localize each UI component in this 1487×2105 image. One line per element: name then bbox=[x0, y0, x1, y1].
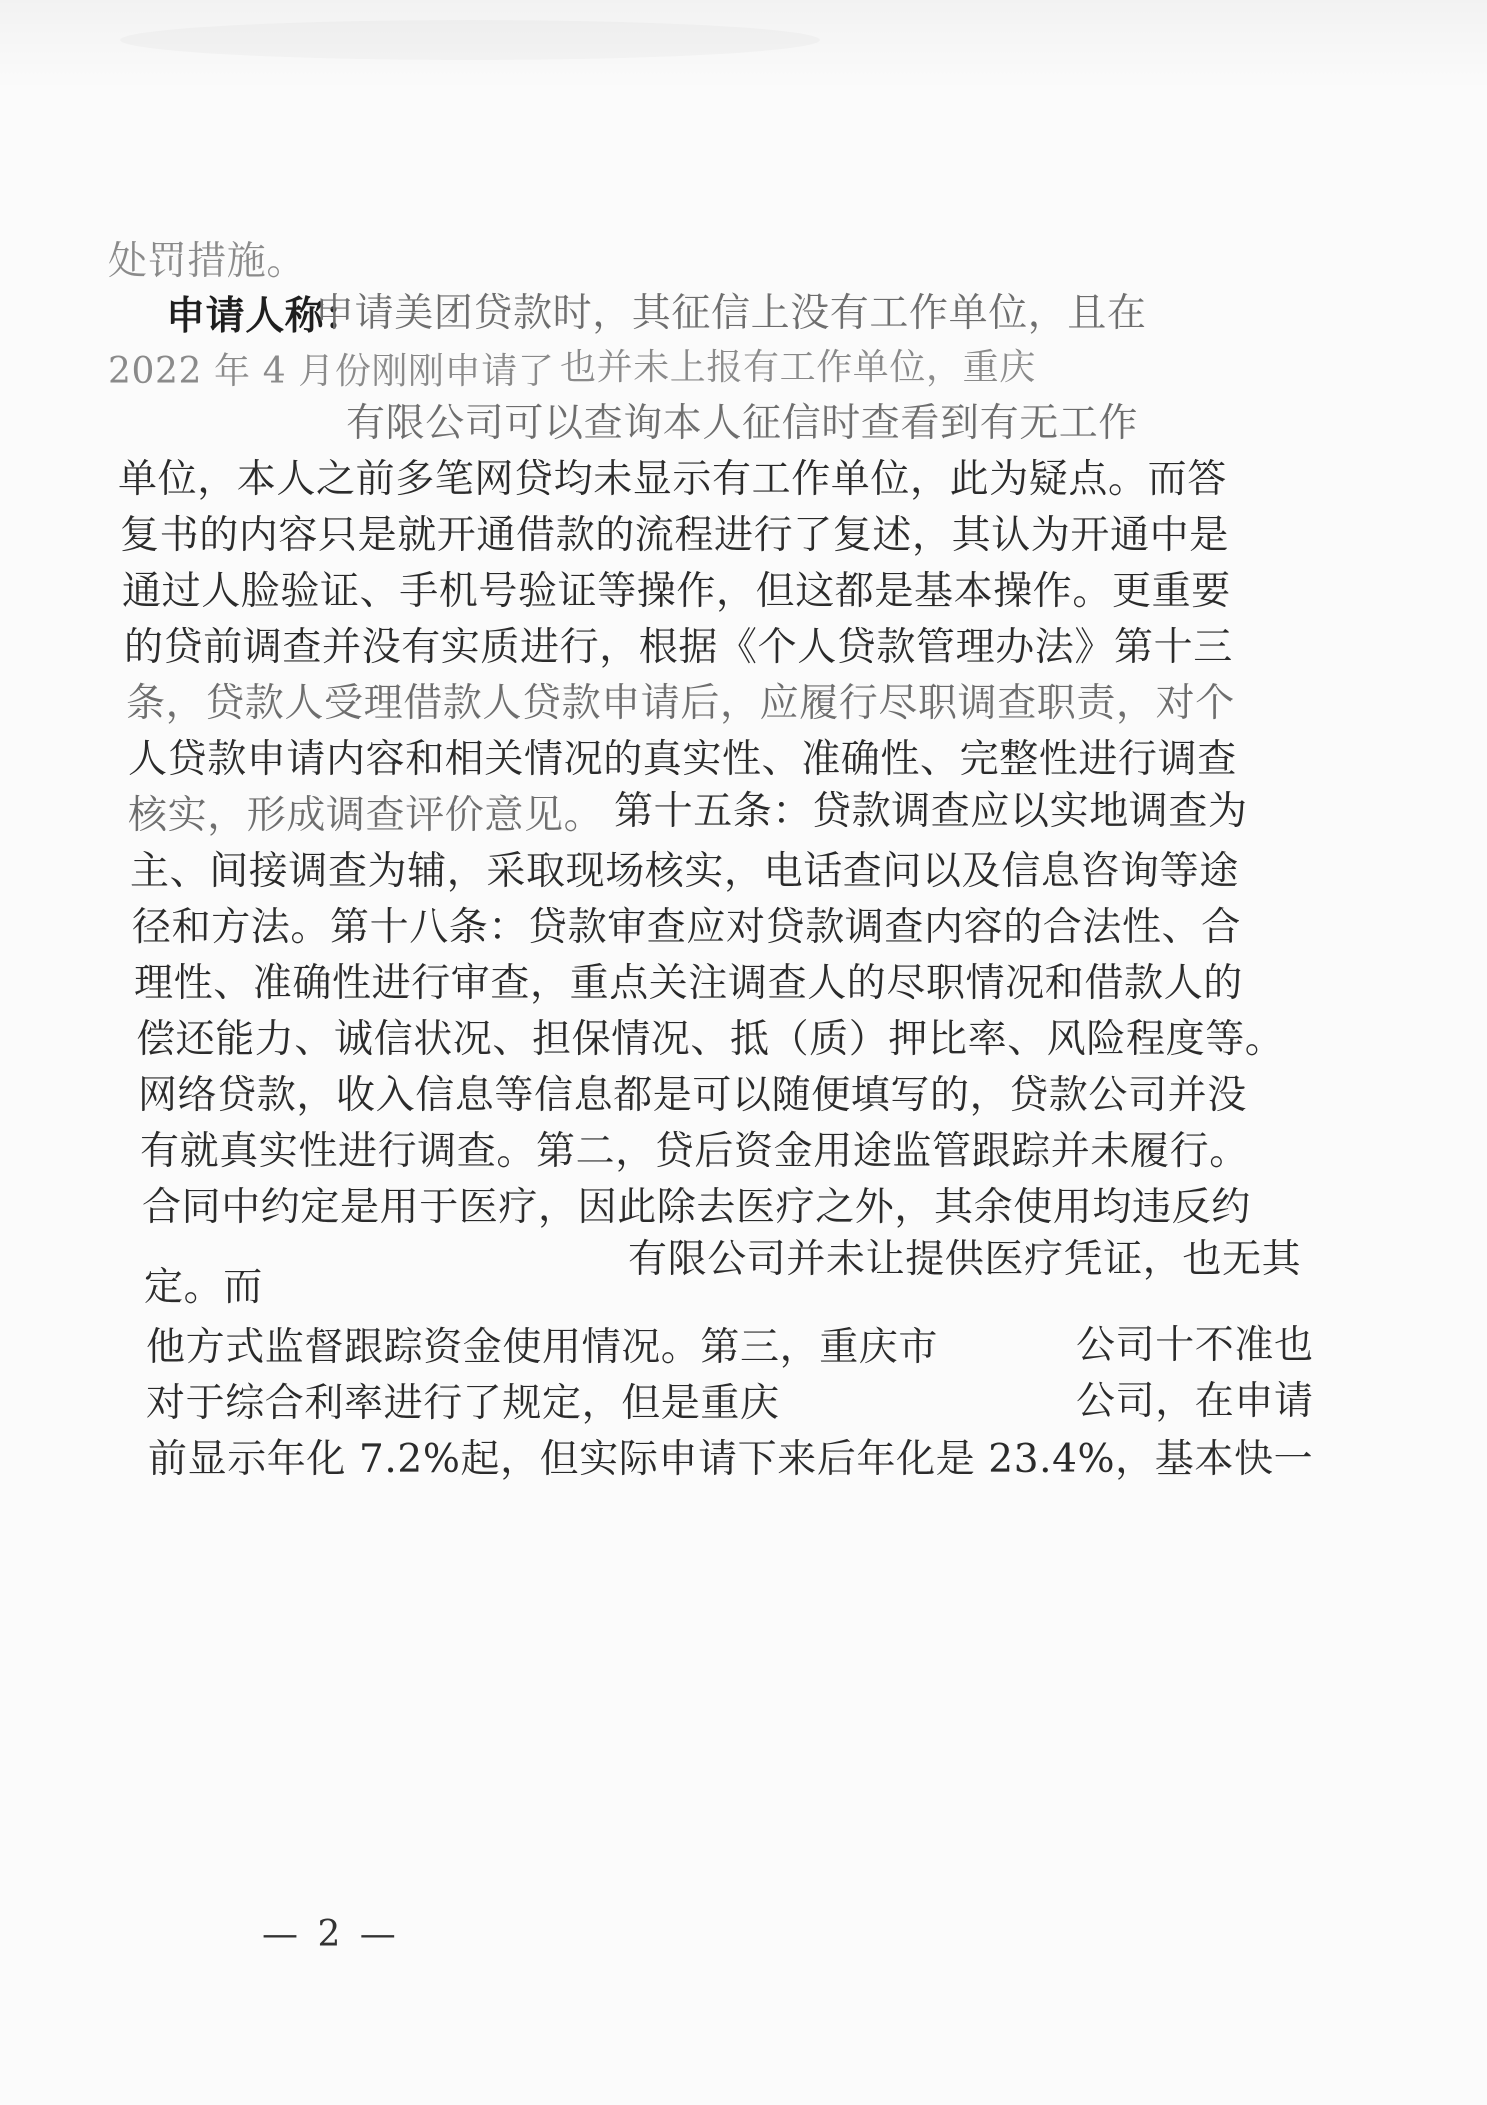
page-number: — 2 — bbox=[262, 1914, 400, 1955]
text-line: 申请美团贷款时，其征信上没有工作单位，且在 bbox=[315, 291, 1147, 336]
text-line: 对于综合利率进行了规定，但是重庆 bbox=[146, 1381, 780, 1426]
text-line: 前显示年化 7.2%起，但实际申请下来后年化是 23.4%，基本快一 bbox=[148, 1437, 1314, 1482]
text-line: 也并未上报有工作单位，重庆 bbox=[560, 347, 1036, 388]
text-line: 第十五条：贷款调查应以实地调查为 bbox=[614, 789, 1248, 834]
text-line: 复书的内容只是就开通借款的流程进行了复述，其认为开通中是 bbox=[120, 513, 1229, 558]
text-line: 有就真实性进行调查。第二，贷后资金用途监管跟踪并未履行。 bbox=[140, 1129, 1249, 1174]
scan-smudge bbox=[120, 20, 820, 60]
text-line: 网络贷款，收入信息等信息都是可以随便填写的，贷款公司并没 bbox=[138, 1073, 1247, 1118]
text-line: 合同中约定是用于医疗，因此除去医疗之外，其余使用均违反约 bbox=[142, 1185, 1251, 1230]
text-line: 通过人脸验证、手机号验证等操作，但这都是基本操作。更重要 bbox=[122, 569, 1231, 614]
text-line: 理性、准确性进行审查，重点关注调查人的尽职情况和借款人的 bbox=[134, 961, 1243, 1006]
text-line: 人贷款申请内容和相关情况的真实性、准确性、完整性进行调查 bbox=[128, 737, 1237, 782]
text-line: 公司，在申请 bbox=[1076, 1379, 1314, 1424]
text-line: 主、间接调查为辅，采取现场核实，电话查问以及信息咨询等途 bbox=[130, 849, 1239, 894]
text-line: 定。而 bbox=[144, 1265, 263, 1310]
applicant-label: 申请人称： bbox=[166, 293, 365, 339]
text-line: 的贷前调查并没有实质进行，根据《个人贷款管理办法》第十三 bbox=[124, 625, 1233, 670]
text-line: 条，贷款人受理借款人贷款申请后，应履行尽职调查职责，对个 bbox=[126, 681, 1235, 726]
text-line: 2022 年 4 月份刚刚申请了 bbox=[108, 351, 555, 392]
text-line: 他方式监督跟踪资金使用情况。第三，重庆市 bbox=[146, 1325, 939, 1370]
text-line: 核实，形成调查评价意见。 bbox=[128, 793, 604, 838]
text-line: 公司十不准也 bbox=[1076, 1323, 1314, 1368]
text-line: 单位，本人之前多笔网贷均未显示有工作单位，此为疑点。而答 bbox=[118, 457, 1227, 502]
text-line: 有限公司并未让提供医疗凭证，也无其 bbox=[628, 1237, 1302, 1282]
text-line: 处罚措施。 bbox=[108, 239, 307, 284]
text-line: 径和方法。第十八条：贷款审查应对贷款调查内容的合法性、合 bbox=[132, 905, 1241, 950]
text-line: 有限公司可以查询本人征信时查看到有无工作 bbox=[346, 401, 1139, 446]
text-line: 偿还能力、诚信状况、担保情况、抵（质）押比率、风险程度等。 bbox=[136, 1017, 1285, 1062]
